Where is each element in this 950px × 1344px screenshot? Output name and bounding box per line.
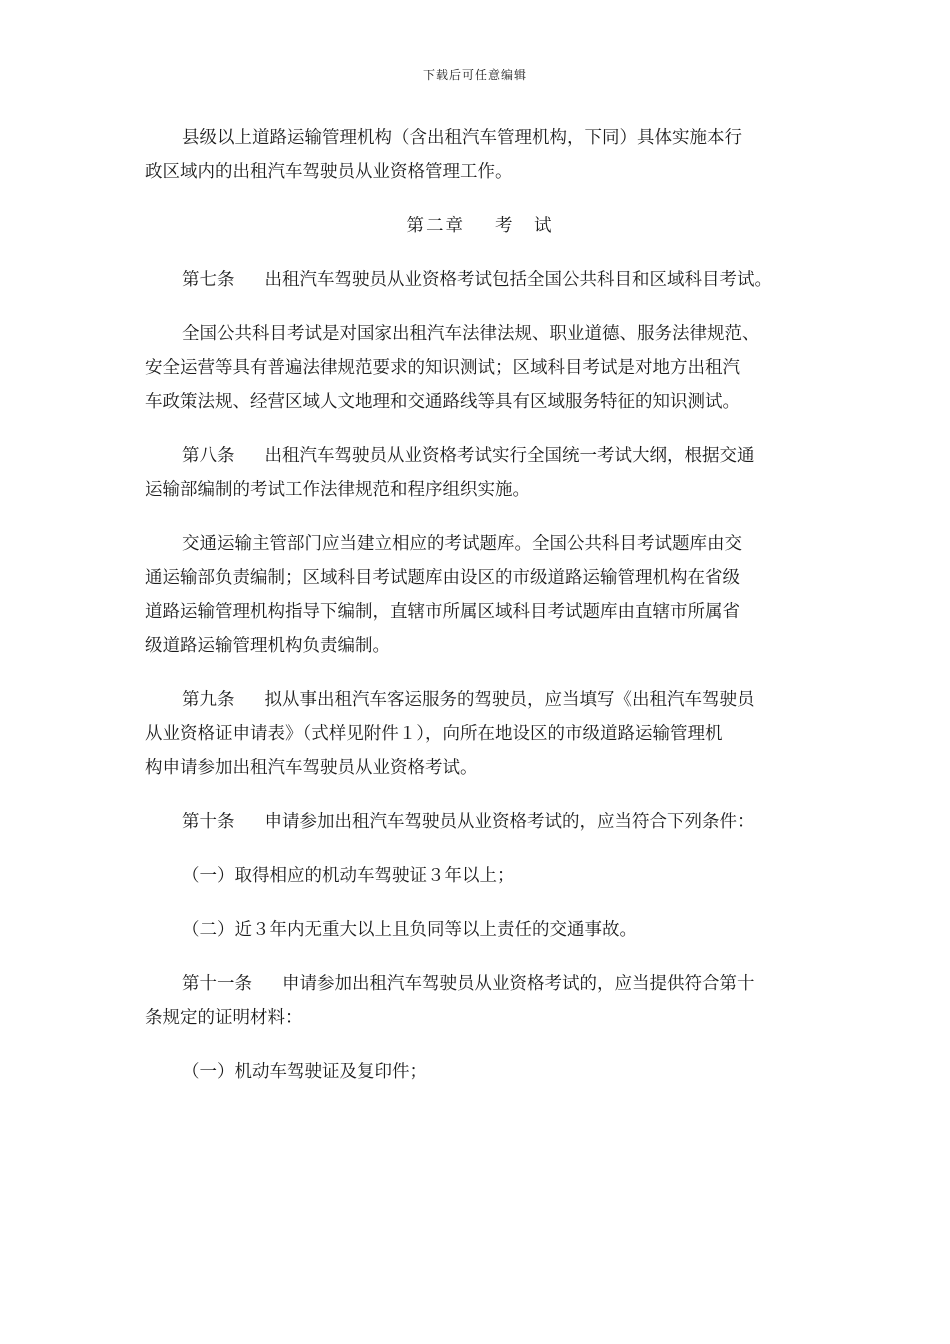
text-line: 运输部编制的考试工作法律规范和程序组织实施。 [145,480,530,500]
article-7 [145,263,815,297]
text-line: 构申请参加出租汽车驾驶员从业资格考试。 [145,758,478,778]
text-line: 政区域内的出租汽车驾驶员从业资格管理工作。 [145,162,513,182]
chapter-title: 考 试 [495,216,554,236]
article-11 [145,967,815,1035]
paragraph-exam-scope [145,317,815,419]
list-item: （一）机动车驾驶证及复印件； [182,1062,427,1082]
article-text: 申请参加出租汽车驾驶员从业资格考试的，应当提供符合第十 [282,974,755,994]
article-text: 申请参加出租汽车驾驶员从业资格考试的，应当符合下列条件： [264,812,755,832]
article-number: 第十条 [182,812,235,832]
text-line: 从业资格证申请表》（式样见附件１），向所在地设区的市级道路运输管理机 [145,724,723,744]
article-number: 第十一条 [182,974,252,994]
article-text: 拟从事出租汽车客运服务的驾驶员，应当填写《出租汽车驾驶员 [264,690,755,710]
article-text: 出租汽车驾驶员从业资格考试包括全国公共科目和区域科目考试。 [264,270,772,290]
page-header-note: 下载后可任意编辑 [422,68,527,82]
text-line [145,263,815,297]
text-line: 道路运输管理机构指导下编制，直辖市所属区域科目考试题库由直辖市所属省 [145,602,740,622]
document-body [145,121,815,1109]
text-line [145,439,815,473]
text-line: 交通运输主管部门应当建立相应的考试题库。全国公共科目考试题库由交 [182,534,742,554]
article-10 [145,805,815,839]
list-item: （一）取得相应的机动车驾驶证３年以上； [182,866,515,886]
article-9 [145,683,815,785]
text-line: 级道路运输管理机构负责编制。 [145,636,390,656]
paragraph-question-bank [145,527,815,663]
text-line: 安全运营等具有普遍法律规范要求的知识测试；区域科目考试是对地方出租汽 [145,358,740,378]
text-line: 县级以上道路运输管理机构（含出租汽车管理机构，下同）具体实施本行 [182,128,742,148]
chapter-heading [145,209,815,243]
article-number: 第九条 [182,690,235,710]
text-line: 全国公共科目考试是对国家出租汽车法律法规、职业道德、服务法律规范、 [182,324,760,344]
chapter-number: 第二章 [406,216,465,236]
text-line [145,967,815,1001]
article-number: 第八条 [182,446,235,466]
text-line [145,683,815,717]
list-item: （二）近３年内无重大以上且负同等以上责任的交通事故。 [182,920,637,940]
text-line: 通运输部负责编制；区域科目考试题库由设区的市级道路运输管理机构在省级 [145,568,740,588]
text-line: 条规定的证明材料： [145,1008,303,1028]
paragraph-county-agency [145,121,815,189]
article-8 [145,439,815,507]
article-text: 出租汽车驾驶员从业资格考试实行全国统一考试大纲，根据交通 [264,446,755,466]
text-line: 车政策法规、经营区域人文地理和交通路线等具有区域服务特征的知识测试。 [145,392,740,412]
article-number: 第七条 [182,270,235,290]
text-line [145,805,815,839]
